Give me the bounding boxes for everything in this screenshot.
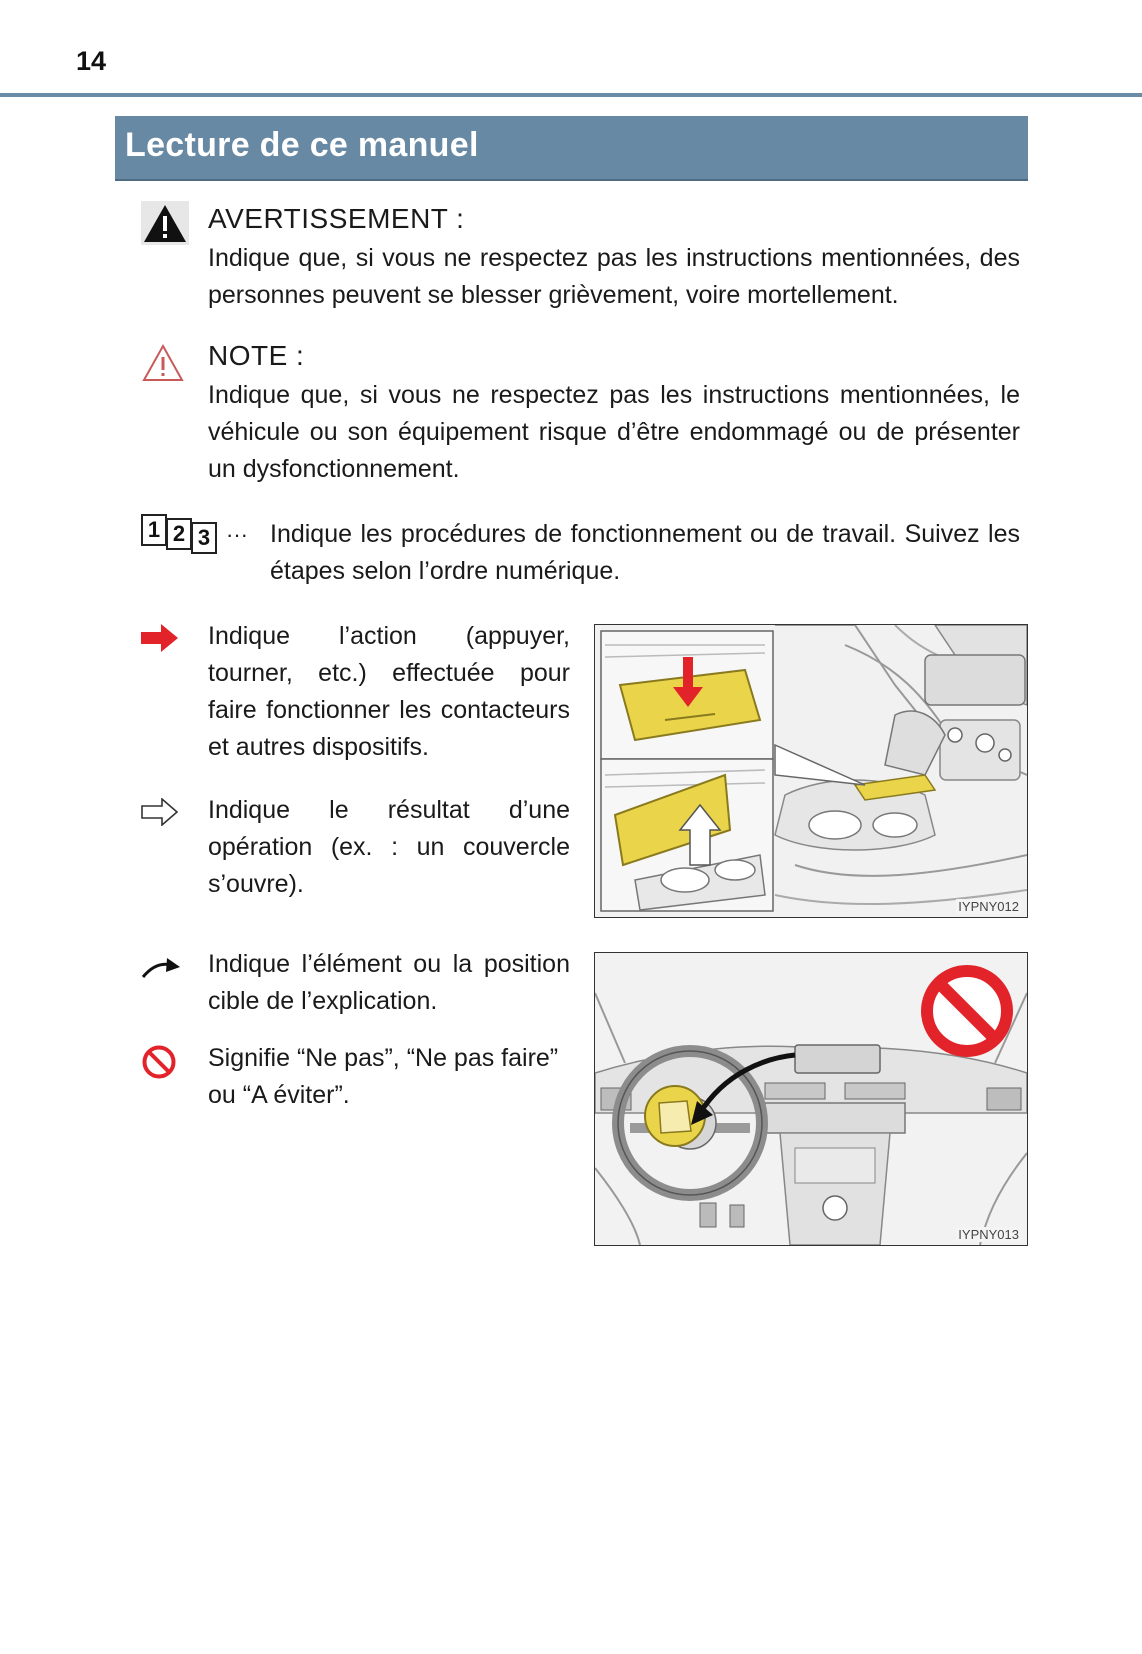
console-illustration [594,624,1028,918]
warning-text: Indique que, si vous ne respectez pas les instructions mentionnées, des personnes peuvent se blesser grièvement, voire mortellement. [208,244,1020,309]
steps-text: Indique les procédures de fonctionnement ou de travail. Suivez les étapes selon l’ordre numérique. [270,520,1020,585]
step-3-box: 3 [191,522,217,554]
page-title: Lecture de ce manuel [125,126,479,164]
note-text: Indique que, si vous ne respectez pas les instructions mentionnées, le véhicule ou son équipement risque d’être endommagé ou de présenter un dysfonctionnement. [208,381,1020,483]
figure-code: IYPNY013 [958,1227,1019,1242]
result-text: Indique le résultat d’une opération (ex. : un couvercle s’ouvre). [208,796,570,898]
step-2-box: 2 [166,518,192,550]
dashboard-illustration [594,952,1028,1246]
caution-icon [141,343,185,383]
note-heading: NOTE : [208,340,305,371]
target-arrow-icon [141,955,181,981]
warning-heading: AVERTISSEMENT : [208,203,465,234]
title-bar [115,116,1028,179]
step-numbers-icon [141,514,225,556]
top-rule [0,93,1142,97]
target-text: Indique l’élément ou la position cible de l’explication. [208,950,570,1015]
figure-code: IYPNY012 [958,899,1019,914]
action-text: Indique l’action (appuyer, tourner, etc.) effectuée pour faire fonctionner les contacteurs et autres dispositifs. [208,622,570,761]
result-arrow-icon [141,798,179,826]
action-arrow-icon [141,624,179,652]
steps-dots: ··· [226,522,248,547]
prohibit-text: Signifie “Ne pas”, “Ne pas faire” ou “A éviter”. [208,1044,559,1109]
page-number: 14 [76,46,107,76]
prohibit-icon [141,1044,177,1080]
step-1-box: 1 [141,514,167,546]
warning-icon [141,201,189,245]
